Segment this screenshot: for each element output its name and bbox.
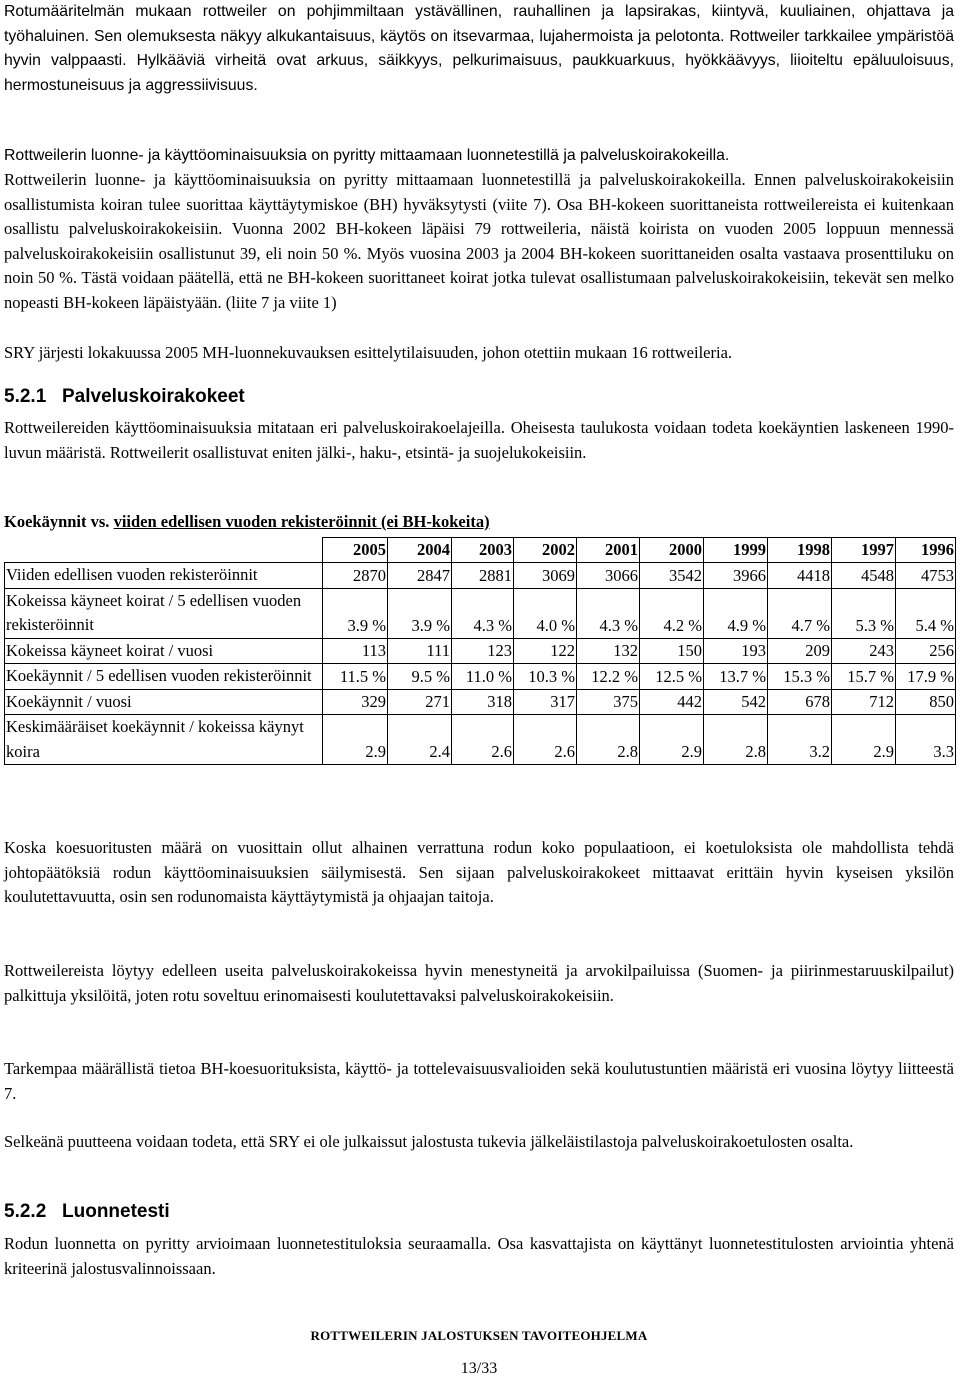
table-cell: 11.5 % — [323, 664, 388, 690]
shortcoming-text: Selkeänä puutteena voidaan todeta, että SRY ei ole julkaissut jalostusta tukevia jälkeläistilastoja palveluskoirakoetulosten osalta. — [4, 1132, 854, 1151]
table-cell: 2.8 — [577, 715, 640, 765]
section-title: Palveluskoirakokeet — [62, 386, 245, 407]
paragraph-appendix — [4, 1057, 954, 1106]
table-cell: 3066 — [577, 563, 640, 589]
table-cell: 3542 — [640, 563, 704, 589]
paragraph-trials — [4, 416, 954, 465]
row-label: Koekäynnit / 5 edellisen vuoden rekisteröinnit — [5, 664, 323, 690]
table-cell: 4.7 % — [768, 588, 832, 638]
table-cell: 209 — [768, 638, 832, 664]
table-cell: 4.9 % — [704, 588, 768, 638]
table-cell: 542 — [704, 689, 768, 715]
table-row — [5, 588, 956, 638]
table-cell: 2870 — [323, 563, 388, 589]
table-cell: 15.3 % — [768, 664, 832, 690]
table-cell: 243 — [832, 638, 896, 664]
table-cell: 123 — [452, 638, 514, 664]
footer-title: ROTTWEILERIN JALOSTUKSEN TAVOITEOHJELMA — [310, 1328, 648, 1343]
year-header: 1998 — [768, 538, 832, 563]
table-cell: 678 — [768, 689, 832, 715]
table-cell: 2.6 — [514, 715, 577, 765]
table-cell: 5.3 % — [832, 588, 896, 638]
table-row — [5, 689, 956, 715]
bh-text: Rottweilerin luonne- ja käyttöominaisuuksia on pyritty mittaamaan luonnetestillä ja palveluskoirakokeilla. Ennen palveluskoirakokeisiin osallistumista koiran tulee suorittaa käyttäytymiskoe (BH) hyväksytysti (viite 7). Osa BH-kokeen suorittaneista rottweilereista ei kuitenkaan osallistu palveluskoirakokeisiin. Vuonna 2002 BH-kokeen läpäisi 79 rottweileria, näistä koirista on vuoden 2005 loppuun mennessä palveluskoirakokeisiin osallistunut 39, eli noin 50 %. Myös vuosina 2003 ja 2004 BH-kokeen suorittaneiden osalta vastaava prosenttiluku on noin 50 %. Tästä voidaan päätellä, että ne BH-kokeen suorittaneet koirat jotka tulevat osallistumaan palveluskoirakokeisiin, tekevät sen melko nopeasti BH-kokeen läpäistyään. (liite 7 ja viite 1) — [4, 170, 954, 312]
paragraph-success — [4, 959, 954, 1008]
table-title — [4, 512, 490, 532]
table-cell: 317 — [514, 689, 577, 715]
paragraph-shortcoming — [4, 1130, 954, 1155]
table-cell: 4.3 % — [577, 588, 640, 638]
conclusion-text: Koska koesuoritusten määrä on vuosittain ollut alhainen verrattuna rodun koko populaatioon, ei koetuloksista ole mahdollista tehdä johtopäätöksiä rodun käyttöominaisuuksien säilymisestä. Sen sijaan palveluskoirakokeet mittaavat erittäin hyvin kyseisen yksilön koulutettavuutta, osin sen rodunomaista käyttäytymistä ja ohjaajan taitoja. — [4, 838, 954, 907]
table-cell: 12.2 % — [577, 664, 640, 690]
table-cell: 2.9 — [832, 715, 896, 765]
row-label: Koekäynnit / vuosi — [5, 689, 323, 715]
table-cell: 4.2 % — [640, 588, 704, 638]
year-header: 2005 — [323, 538, 388, 563]
row-label: Viiden edellisen vuoden rekisteröinnit — [5, 563, 323, 589]
mh-text: SRY järjesti lokakuussa 2005 MH-luonnekuvauksen esittelytilaisuuden, johon otettiin mukaan 16 rottweileria. — [4, 343, 733, 362]
paragraph-temperament — [4, 0, 954, 98]
paragraph-conclusion — [4, 836, 954, 910]
table-cell: 2.4 — [388, 715, 452, 765]
paragraph-character — [4, 1232, 954, 1281]
table-cell: 4.0 % — [514, 588, 577, 638]
table-cell: 2.9 — [640, 715, 704, 765]
table-cell: 442 — [640, 689, 704, 715]
table-cell: 11.0 % — [452, 664, 514, 690]
table-cell: 2.6 — [452, 715, 514, 765]
paragraph-mh — [4, 341, 954, 366]
table-cell: 329 — [323, 689, 388, 715]
table-cell: 2881 — [452, 563, 514, 589]
trials-text: Rottweilereiden käyttöominaisuuksia mitataan eri palveluskoirakoelajeilla. Oheisesta taulukosta voidaan todeta koekäyntien laskeneen 1990-luvun määristä. Rottweilerit osallistuvat eniten jälki-, haku-, etsintä- ja suojelukokeisiin. — [4, 418, 954, 462]
table-cell: 4.3 % — [452, 588, 514, 638]
table-cell: 850 — [896, 689, 956, 715]
section-heading-luonnetesti — [4, 1200, 170, 1224]
appendix-text: Tarkempaa määrällistä tietoa BH-koesuorituksista, käyttö- ja tottelevaisuusvalioiden sekä koulutustuntien määristä eri vuosina löytyy liitteestä 7. — [4, 1059, 954, 1103]
character-text: Rodun luonnetta on pyritty arvioimaan luonnetestituloksia seuraamalla. Osa kasvattajista on käyttänyt luonnetestitulosten arviointia yhtenä kriteerinä jalostusvalinnoissaan. — [4, 1234, 954, 1278]
table-row — [5, 715, 956, 765]
table-cell: 193 — [704, 638, 768, 664]
section-title: Luonnetesti — [62, 1201, 170, 1222]
table-cell: 712 — [832, 689, 896, 715]
year-header: 2000 — [640, 538, 704, 563]
section-number: 5.2.2 — [4, 1201, 47, 1222]
table-cell: 271 — [388, 689, 452, 715]
table-cell: 3.9 % — [388, 588, 452, 638]
trials-table — [4, 537, 956, 765]
table-row — [5, 563, 956, 589]
table-header-row — [5, 538, 956, 563]
row-label: Kokeissa käyneet koirat / vuosi — [5, 638, 323, 664]
table-cell: 17.9 % — [896, 664, 956, 690]
year-header: 2002 — [514, 538, 577, 563]
table-cell: 318 — [452, 689, 514, 715]
table-body — [5, 538, 956, 765]
table-cell: 3.9 % — [323, 588, 388, 638]
table-cell: 132 — [577, 638, 640, 664]
table-cell: 2.8 — [704, 715, 768, 765]
year-header: 2001 — [577, 538, 640, 563]
table-cell: 111 — [388, 638, 452, 664]
page-number: 13/33 — [460, 1360, 498, 1377]
table-cell: 150 — [640, 638, 704, 664]
header-blank-cell — [5, 538, 323, 563]
paragraph-bh — [4, 168, 954, 316]
table-cell: 13.7 % — [704, 664, 768, 690]
table-cell: 12.5 % — [640, 664, 704, 690]
testing-intro-text: Rottweilerin luonne- ja käyttöominaisuuksia on pyritty mittaamaan luonnetestillä ja palveluskoirakokeilla. — [4, 147, 730, 164]
table-cell: 375 — [577, 689, 640, 715]
table-cell: 3966 — [704, 563, 768, 589]
table-cell: 122 — [514, 638, 577, 664]
table-cell: 4753 — [896, 563, 956, 589]
table-cell: 3069 — [514, 563, 577, 589]
year-header: 1996 — [896, 538, 956, 563]
table-title-part2: viiden edellisen vuoden rekisteröinnit (ei BH-kokeita) — [113, 512, 490, 531]
year-header: 1999 — [704, 538, 768, 563]
paragraph-testing — [4, 144, 954, 169]
section-number: 5.2.1 — [4, 386, 47, 407]
year-header: 2003 — [452, 538, 514, 563]
table-cell: 256 — [896, 638, 956, 664]
table-cell: 9.5 % — [388, 664, 452, 690]
table-cell: 4548 — [832, 563, 896, 589]
table-cell: 2847 — [388, 563, 452, 589]
section-heading-palveluskoirakokeet — [4, 385, 245, 409]
table-cell: 10.3 % — [514, 664, 577, 690]
success-text: Rottweilereista löytyy edelleen useita palveluskoirakokeissa hyvin menestyneitä ja arvokilpailuissa (Suomen- ja piirinmestaruuskilpailut) palkittuja yksilöitä, joten rotu soveltuu erinomaisesti koulutettavaksi palveluskoirakokeisiin. — [4, 961, 954, 1005]
year-header: 1997 — [832, 538, 896, 563]
table-cell: 2.9 — [323, 715, 388, 765]
table-cell: 15.7 % — [832, 664, 896, 690]
table-cell: 113 — [323, 638, 388, 664]
table-cell: 3.2 — [768, 715, 832, 765]
table-cell: 5.4 % — [896, 588, 956, 638]
table-row — [5, 664, 956, 690]
table-row — [5, 638, 956, 664]
temperament-text: Rotumääritelmän mukaan rottweiler on pohjimmiltaan ystävällinen, rauhallinen ja lapsirakas, kiintyvä, kuuliainen, ohjattava ja työhaluinen. Sen olemuksesta näkyy alkukantaisuus, käytös on itsevarmaa, lujahermoista ja pelotonta. Rottweiler tarkkailee ympäristöä hyvin valppaasti. Hylkääviä virheitä ovat arkuus, säikkyys, pelkurimaisuus, paukkuarkuus, hyökkäävyys, liioiteltu epäluuloisuus, hermostuneisuus ja aggressiivisuus. — [4, 3, 954, 94]
year-header: 2004 — [388, 538, 452, 563]
table-cell: 4418 — [768, 563, 832, 589]
row-label: Kokeissa käyneet koirat / 5 edellisen vuoden rekisteröinnit — [5, 588, 323, 638]
row-label: Keskimääräiset koekäynnit / kokeissa käynyt koira — [5, 715, 323, 765]
table-cell: 3.3 — [896, 715, 956, 765]
table-title-part1: Koekäynnit vs. — [4, 512, 110, 531]
